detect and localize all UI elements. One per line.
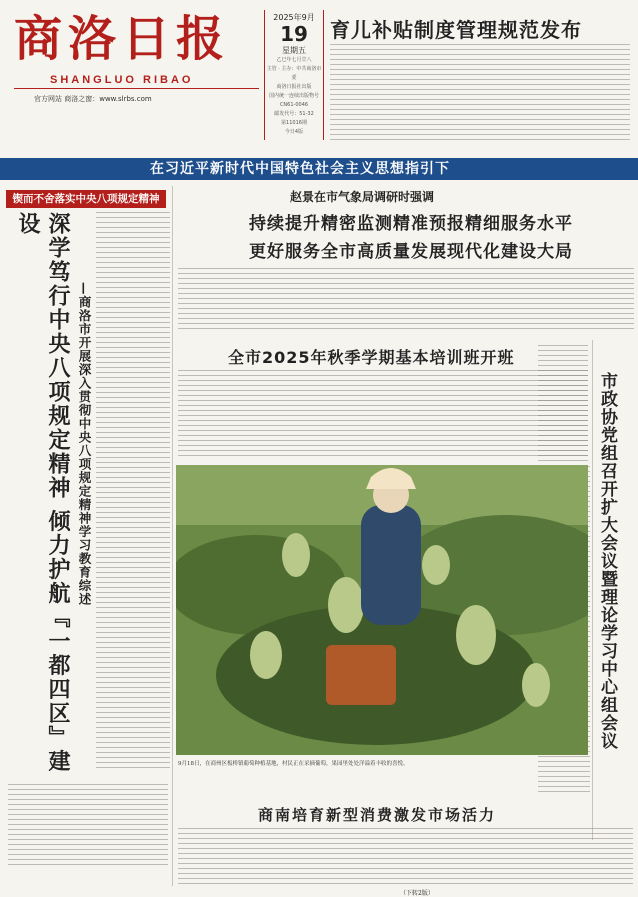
info-line: 今日4版 <box>284 129 304 135</box>
main-story-body <box>178 268 634 332</box>
left-column-body-bottom <box>8 784 168 868</box>
right-story-body-top <box>538 345 588 465</box>
left-column-title[interactable] <box>12 212 72 792</box>
info-line: 邮发代号：51-32 <box>274 111 314 117</box>
left-column-body <box>96 212 170 772</box>
photo-illustration <box>176 465 588 755</box>
main-headline-line2: 更好服务全市高质量发展现代化建设大局 <box>249 242 573 262</box>
main-headline-line1: 持续提升精密监测精准预报精细服务水平 <box>249 214 573 234</box>
date-year-month: 2025年9月 <box>273 13 315 22</box>
masthead-logo: 商洛日报 <box>14 11 231 67</box>
second-story-headline[interactable]: 全市2025年秋季学期基本培训班开班 <box>228 348 515 367</box>
left-title-line2: 倾力护航『一都四区』建设 <box>15 212 70 774</box>
bottom-story-body <box>178 828 633 886</box>
masthead-website[interactable]: 官方网站 商洛之窗：www.slrbs.com <box>34 95 152 103</box>
main-story-headline[interactable] <box>196 210 626 266</box>
bottom-story-headline[interactable]: 商南培育新型消费激发市场活力 <box>258 806 497 824</box>
date-day: 19 <box>280 22 308 46</box>
left-title-line1: 深学笃行中央八项规定精神 <box>45 212 70 500</box>
column-rule <box>172 186 173 886</box>
left-column-tag: 锲而不舍落实中央八项规定精神 <box>6 190 166 208</box>
date-lunar: 乙巳年七月廿八 <box>276 57 312 63</box>
main-story-kicker: 赵景在市气象局调研时强调 <box>290 190 435 204</box>
info-line: 商洛日报社出版 <box>276 84 312 90</box>
right-story-headline[interactable]: 市政协党组召开扩大会议暨理论学习中心组会议 <box>597 372 617 750</box>
date-box <box>264 10 324 140</box>
info-line: CN61-0046 <box>279 102 309 108</box>
banner-text: 在习近平新时代中国特色社会主义思想指引下 <box>150 161 450 177</box>
grape-harvest-photo <box>176 465 588 755</box>
lead-body-text <box>330 44 630 140</box>
photo-caption: 9月18日，在商州区板桥镇葡萄种植基地，村民正在采摘葡萄，果园里处处洋溢着丰收的喜悦。 <box>178 761 409 767</box>
info-line: 主管 · 主办：中共商洛市委 <box>266 66 322 81</box>
left-column-subtitle: —商洛市开展深入贯彻中央八项规定精神学习教育综述 <box>77 282 92 606</box>
masthead-pinyin: SHANGLUO RIBAO <box>50 74 194 86</box>
info-line: 国内统一连续出版物号 <box>268 93 319 99</box>
date-weekday: 星期五 <box>282 46 306 55</box>
column-rule <box>592 340 593 840</box>
continued-note: （下转2版） <box>400 890 434 897</box>
masthead-divider <box>14 88 259 89</box>
second-story-body <box>178 370 588 460</box>
info-line: 第11016期 <box>281 120 307 126</box>
lead-headline[interactable]: 育儿补贴制度管理规范发布 <box>330 18 582 42</box>
